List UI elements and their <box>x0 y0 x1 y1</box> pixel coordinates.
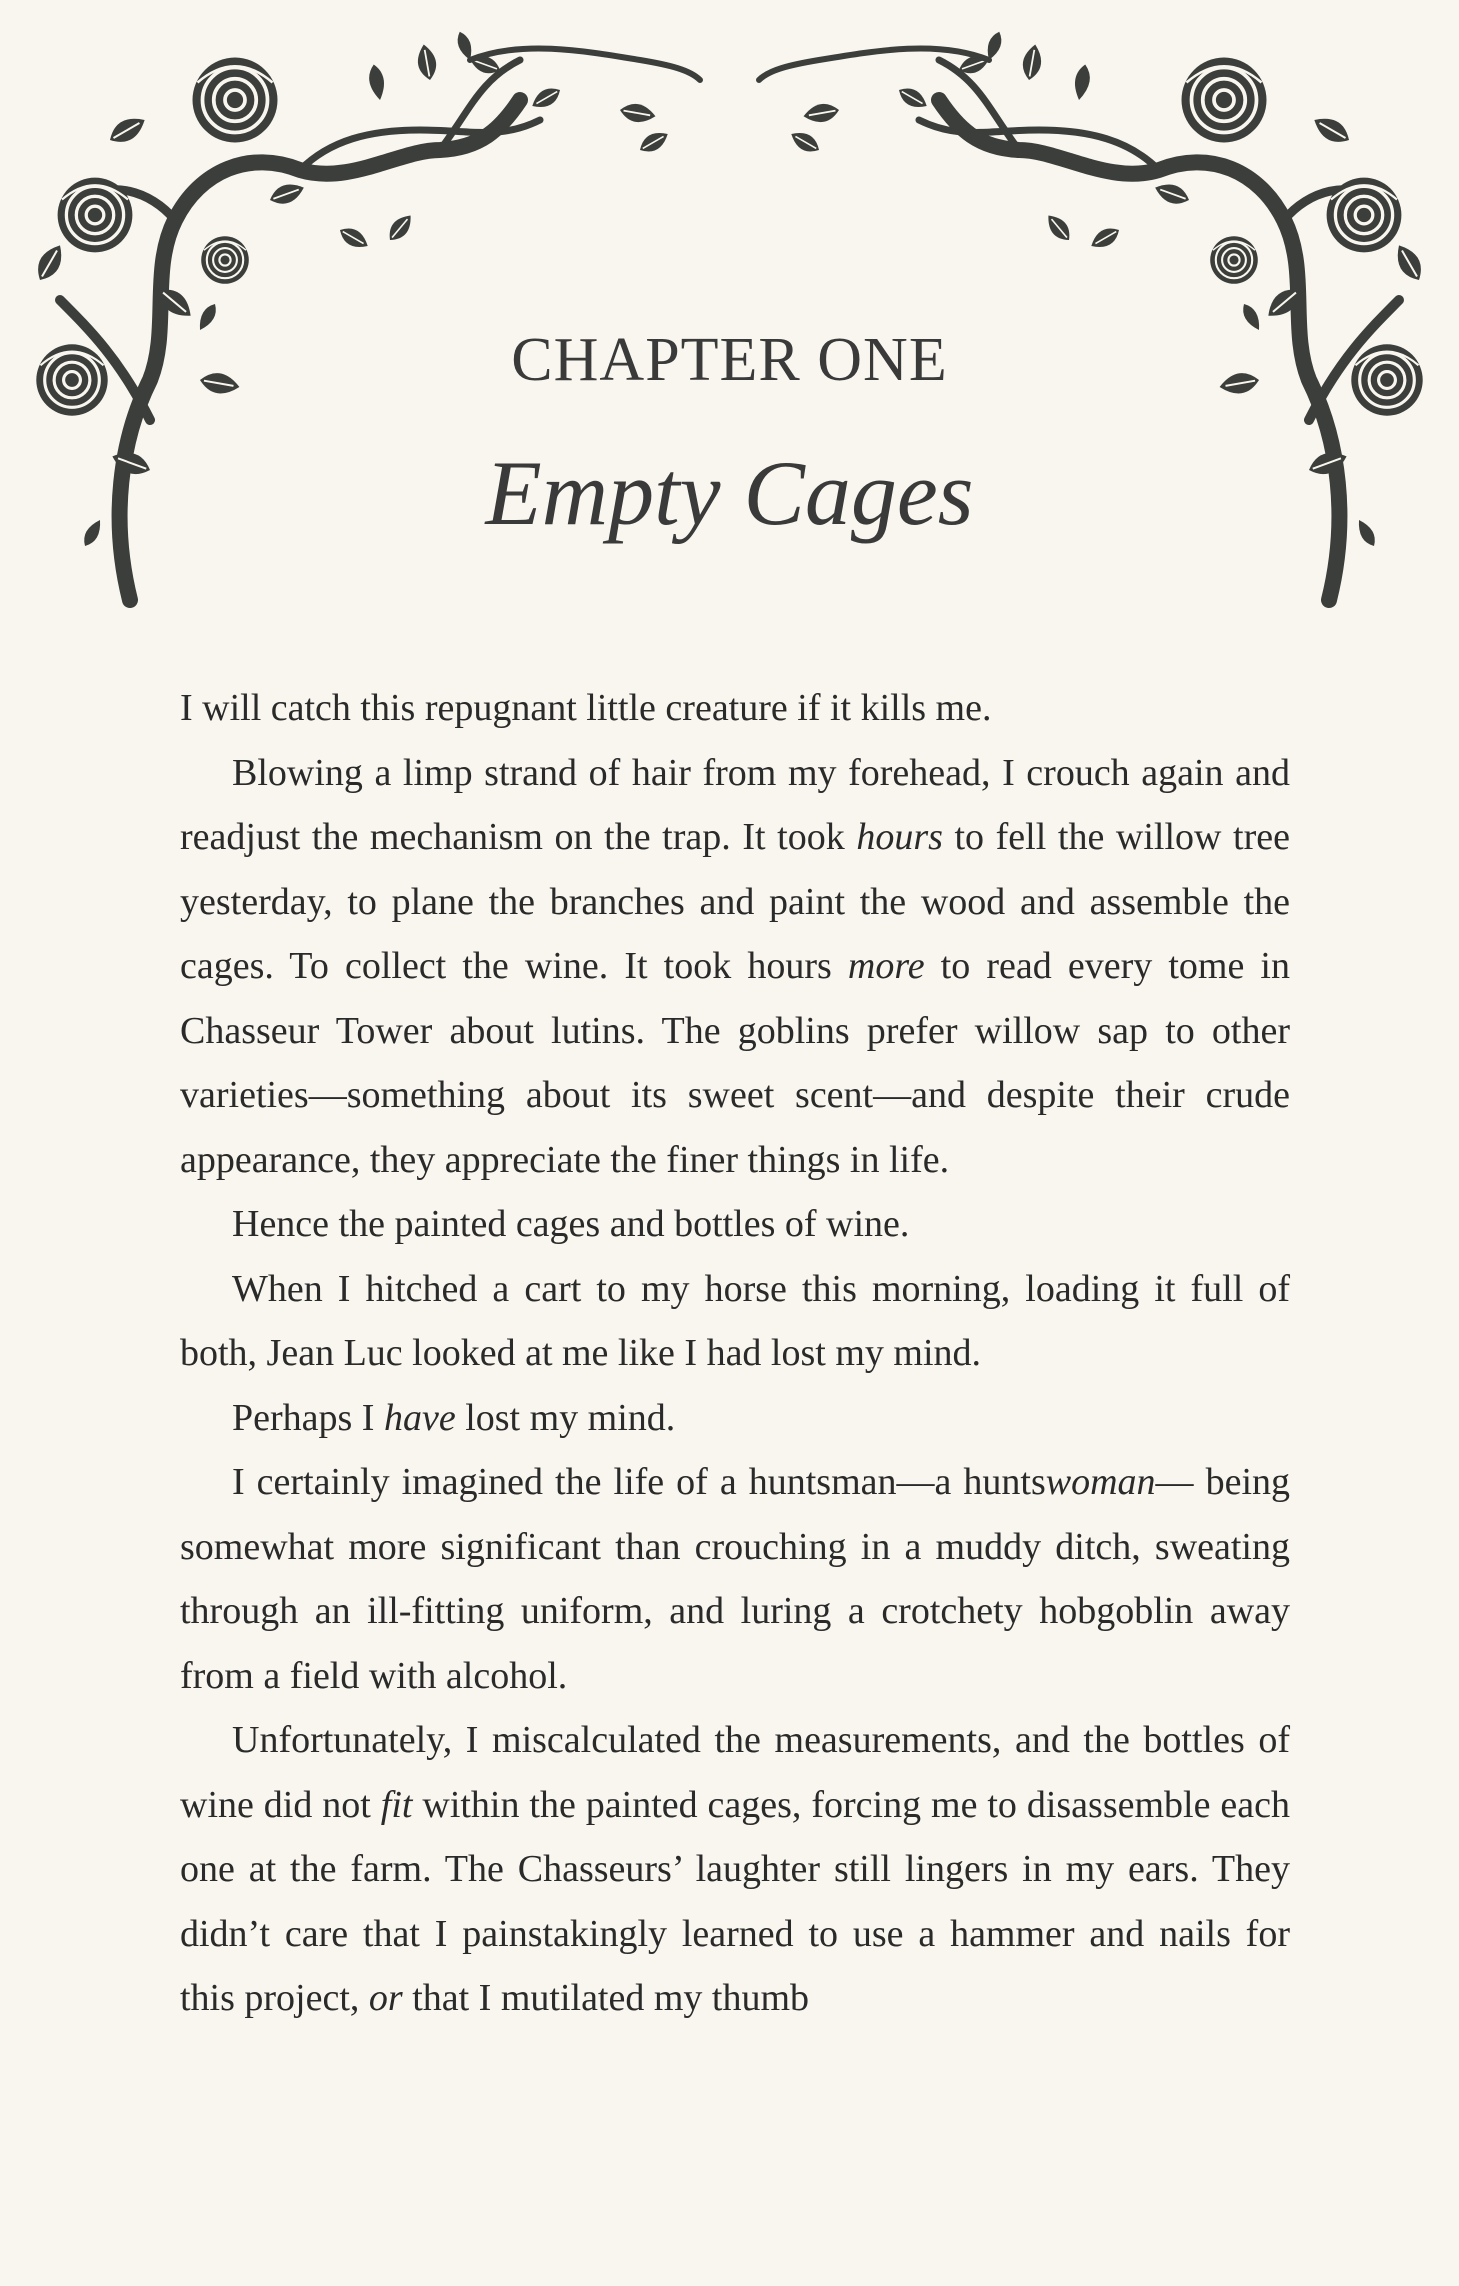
text-segment: Perhaps I <box>232 1396 384 1439</box>
paragraph <box>180 1708 1290 2031</box>
paragraph <box>180 676 1290 741</box>
text-segment: When I hitched a cart to my horse this morning, loading it full of both, Jean Luc looked at me like I had lost my mind. <box>180 1267 1290 1374</box>
text-segment: to read every tome in Chasseur Tower about lutins. The goblins prefer willow sap to other varieties—something about its sweet scent—and despite their crude appearance, they appreciate the finer things in life. <box>180 945 1290 1181</box>
text-segment: — being somewhat more significant than crouching in a muddy ditch, sweating through an ill-fitting uniform, and luring a crotchety hobgoblin away from a field with alcohol. <box>180 1461 1290 1697</box>
italic-text: hours <box>856 816 943 858</box>
text-segment: Hence the painted cages and bottles of wine. <box>232 1203 910 1245</box>
italic-text: woman <box>1045 1461 1156 1503</box>
paragraph <box>180 1386 1290 1451</box>
paragraph <box>180 741 1290 1193</box>
text-segment: Unfortunately, I miscalculated the measurements, and the bottles of wine did not <box>180 1719 1290 1826</box>
text-segment: Blowing a limp strand of hair from my forehead, I crouch again and readjust the mechanism on the trap. It took <box>180 751 1290 858</box>
paragraph <box>180 1450 1290 1708</box>
text-segment: that I mutilated my thumb <box>402 1977 810 2019</box>
text-segment: within the painted cages, forcing me to disassemble each one at the farm. The Chasseurs’ laughter still lingers in my ears. They didn’t care that I painstakingly learned to use a hammer and nails for this project, <box>180 1783 1290 2019</box>
chapter-body <box>180 676 1290 2031</box>
text-segment: lost my mind. <box>455 1396 676 1439</box>
text-segment: I will catch this repugnant little creature if it kills me. <box>180 687 992 729</box>
paragraph <box>180 1192 1290 1257</box>
chapter-label: CHAPTER ONE <box>511 326 948 394</box>
text-segment: to fell the willow tree yesterday, to plane the branches and paint the wood and assemble the cages. To collect the wine. It took hours <box>180 816 1291 987</box>
chapter-title: Empty Cages <box>485 442 974 544</box>
italic-text: or <box>368 1977 403 2019</box>
italic-text: have <box>383 1396 456 1439</box>
italic-text: fit <box>380 1783 413 1826</box>
paragraph <box>180 1257 1290 1386</box>
italic-text: more <box>847 945 925 987</box>
text-segment: I certainly imagined the life of a huntsman—a hunts <box>232 1461 1046 1503</box>
